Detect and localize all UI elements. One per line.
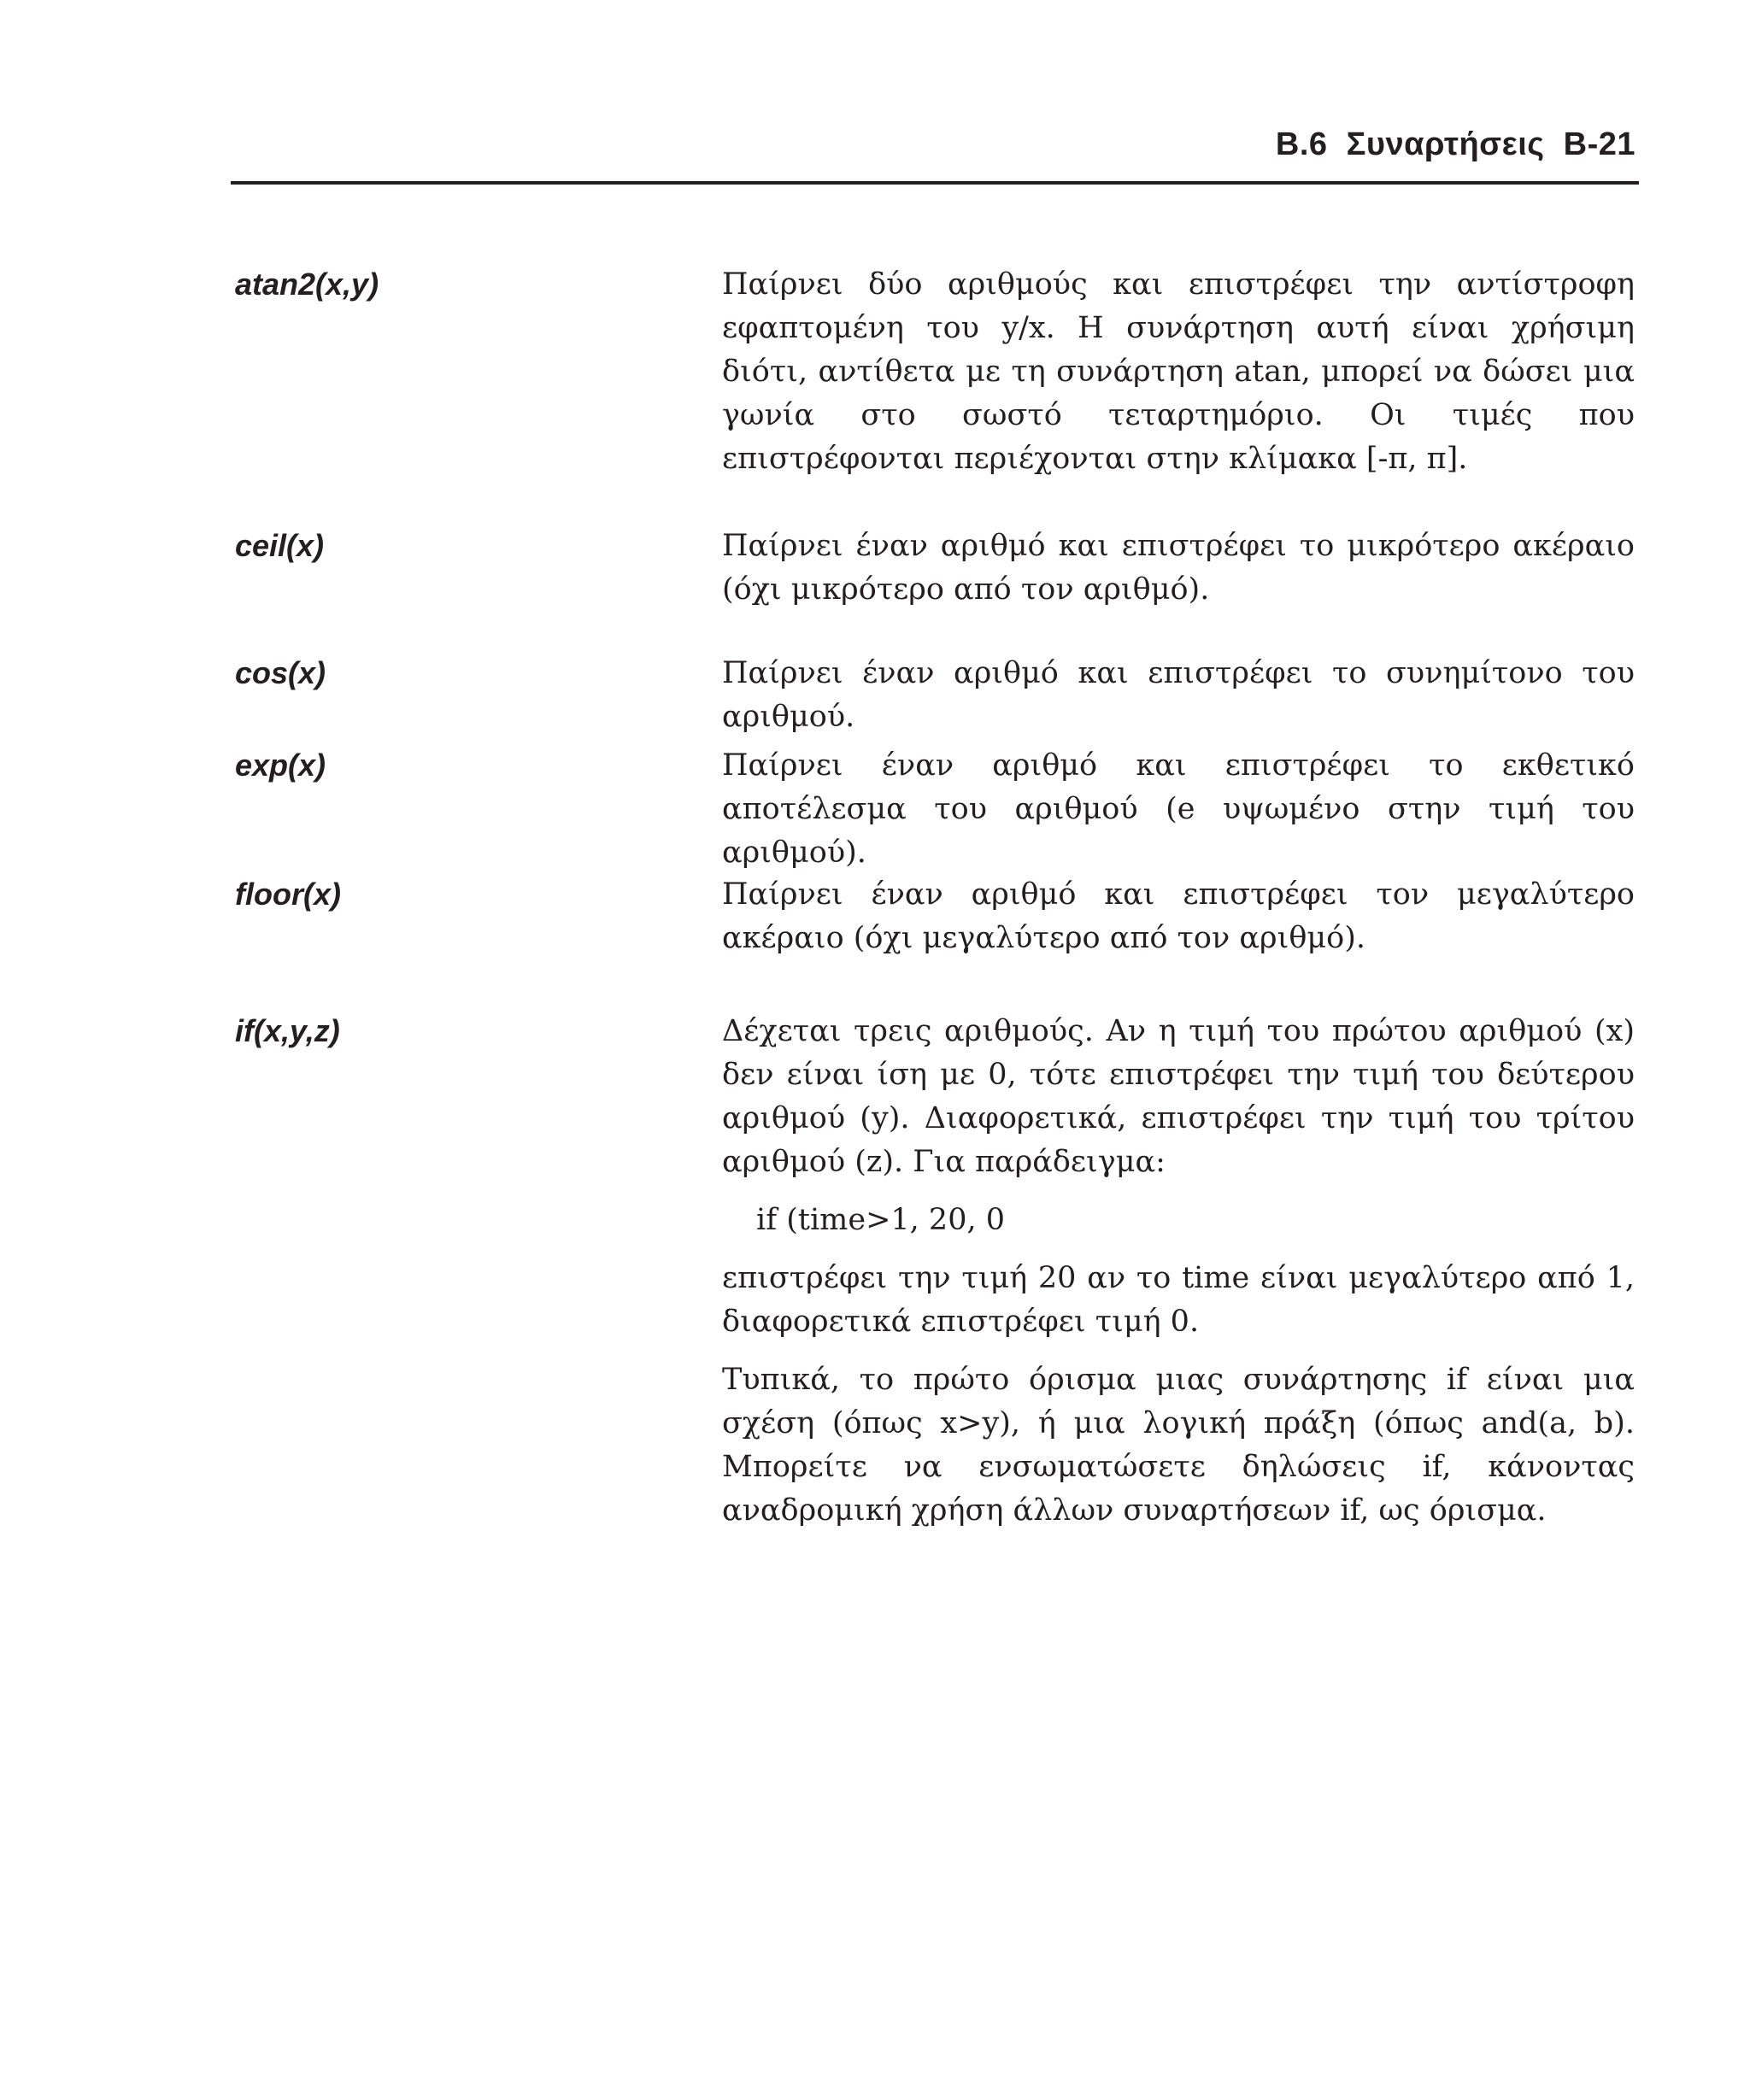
function-name: cos(x) xyxy=(235,655,326,690)
description-paragraph: Παίρνει έναν αριθμό και επιστρέφει το εκθετικό αποτέλεσμα του αριθμού (e υψωμένο στην τιμή του αριθμού). xyxy=(722,748,1635,870)
description-paragraph: επιστρέφει την τιμή 20 αν το time είναι μεγαλύτερο από 1, διαφορετικά επιστρέφει τιμή 0. xyxy=(722,1261,1635,1339)
code-example: if (time>1, 20, 0 xyxy=(756,1203,1005,1237)
function-name: floor(x) xyxy=(235,877,341,912)
description-paragraph: Παίρνει δύο αριθμούς και επιστρέφει την αντίστροφη εφαπτομένη του y/x. Η συνάρτηση αυτή είναι χρήσιμη διότι, αντίθετα με τη συνάρτηση atan, μπορεί να δώσει μια γωνία στο σωστό τεταρτημόριο. Οι τιμές που επιστρέφονται περιέχονται στην κλίμακα [-π, π]. xyxy=(722,267,1635,476)
function-name: atan2(x,y) xyxy=(235,267,379,302)
function-description xyxy=(722,1010,1635,1533)
function-name: exp(x) xyxy=(235,748,326,783)
function-name: if(x,y,z) xyxy=(235,1013,340,1048)
description-paragraph: Παίρνει έναν αριθμό και επιστρέφει το μικρότερο ακέραιο (όχι μικρότερο από τον αριθμό). xyxy=(722,529,1635,607)
function-description xyxy=(722,525,1635,612)
function-description xyxy=(722,744,1635,875)
function-description xyxy=(722,652,1635,739)
function-description xyxy=(722,263,1635,481)
running-header xyxy=(231,120,1639,185)
description-paragraph: Παίρνει έναν αριθμό και επιστρέφει το συνημίτονο του αριθμού. xyxy=(722,656,1635,734)
description-paragraph: Τυπικά, το πρώτο όρισμα μιας συνάρτησης if είναι μια σχέση (όπως x>y), ή μια λογική πράξη (όπως and(a, b). Μπορείτε να ενσωματώσετε δηλώσεις if, κάνοντας αναδρομική χρήση άλλων συναρτήσεων if, ως όρισμα. xyxy=(722,1363,1635,1528)
function-name: ceil(x) xyxy=(235,528,325,563)
description-paragraph: Παίρνει έναν αριθμό και επιστρέφει τον μεγαλύτερο ακέραιο (όχι μεγαλύτερο από τον αριθμό). xyxy=(722,877,1635,955)
function-description xyxy=(722,873,1635,960)
description-paragraph: Δέχεται τρεις αριθμούς. Αν η τιμή του πρώτου αριθμού (x) δεν είναι ίση με 0, τότε επιστρέφει την τιμή του δεύτερου αριθμού (y). Διαφορετικά, επιστρέφει την τιμή του τρίτου αριθμού (z). Για παράδειγμα: xyxy=(722,1014,1635,1179)
page-header-title: B.6 Συναρτήσεις B-21 xyxy=(1275,126,1635,162)
